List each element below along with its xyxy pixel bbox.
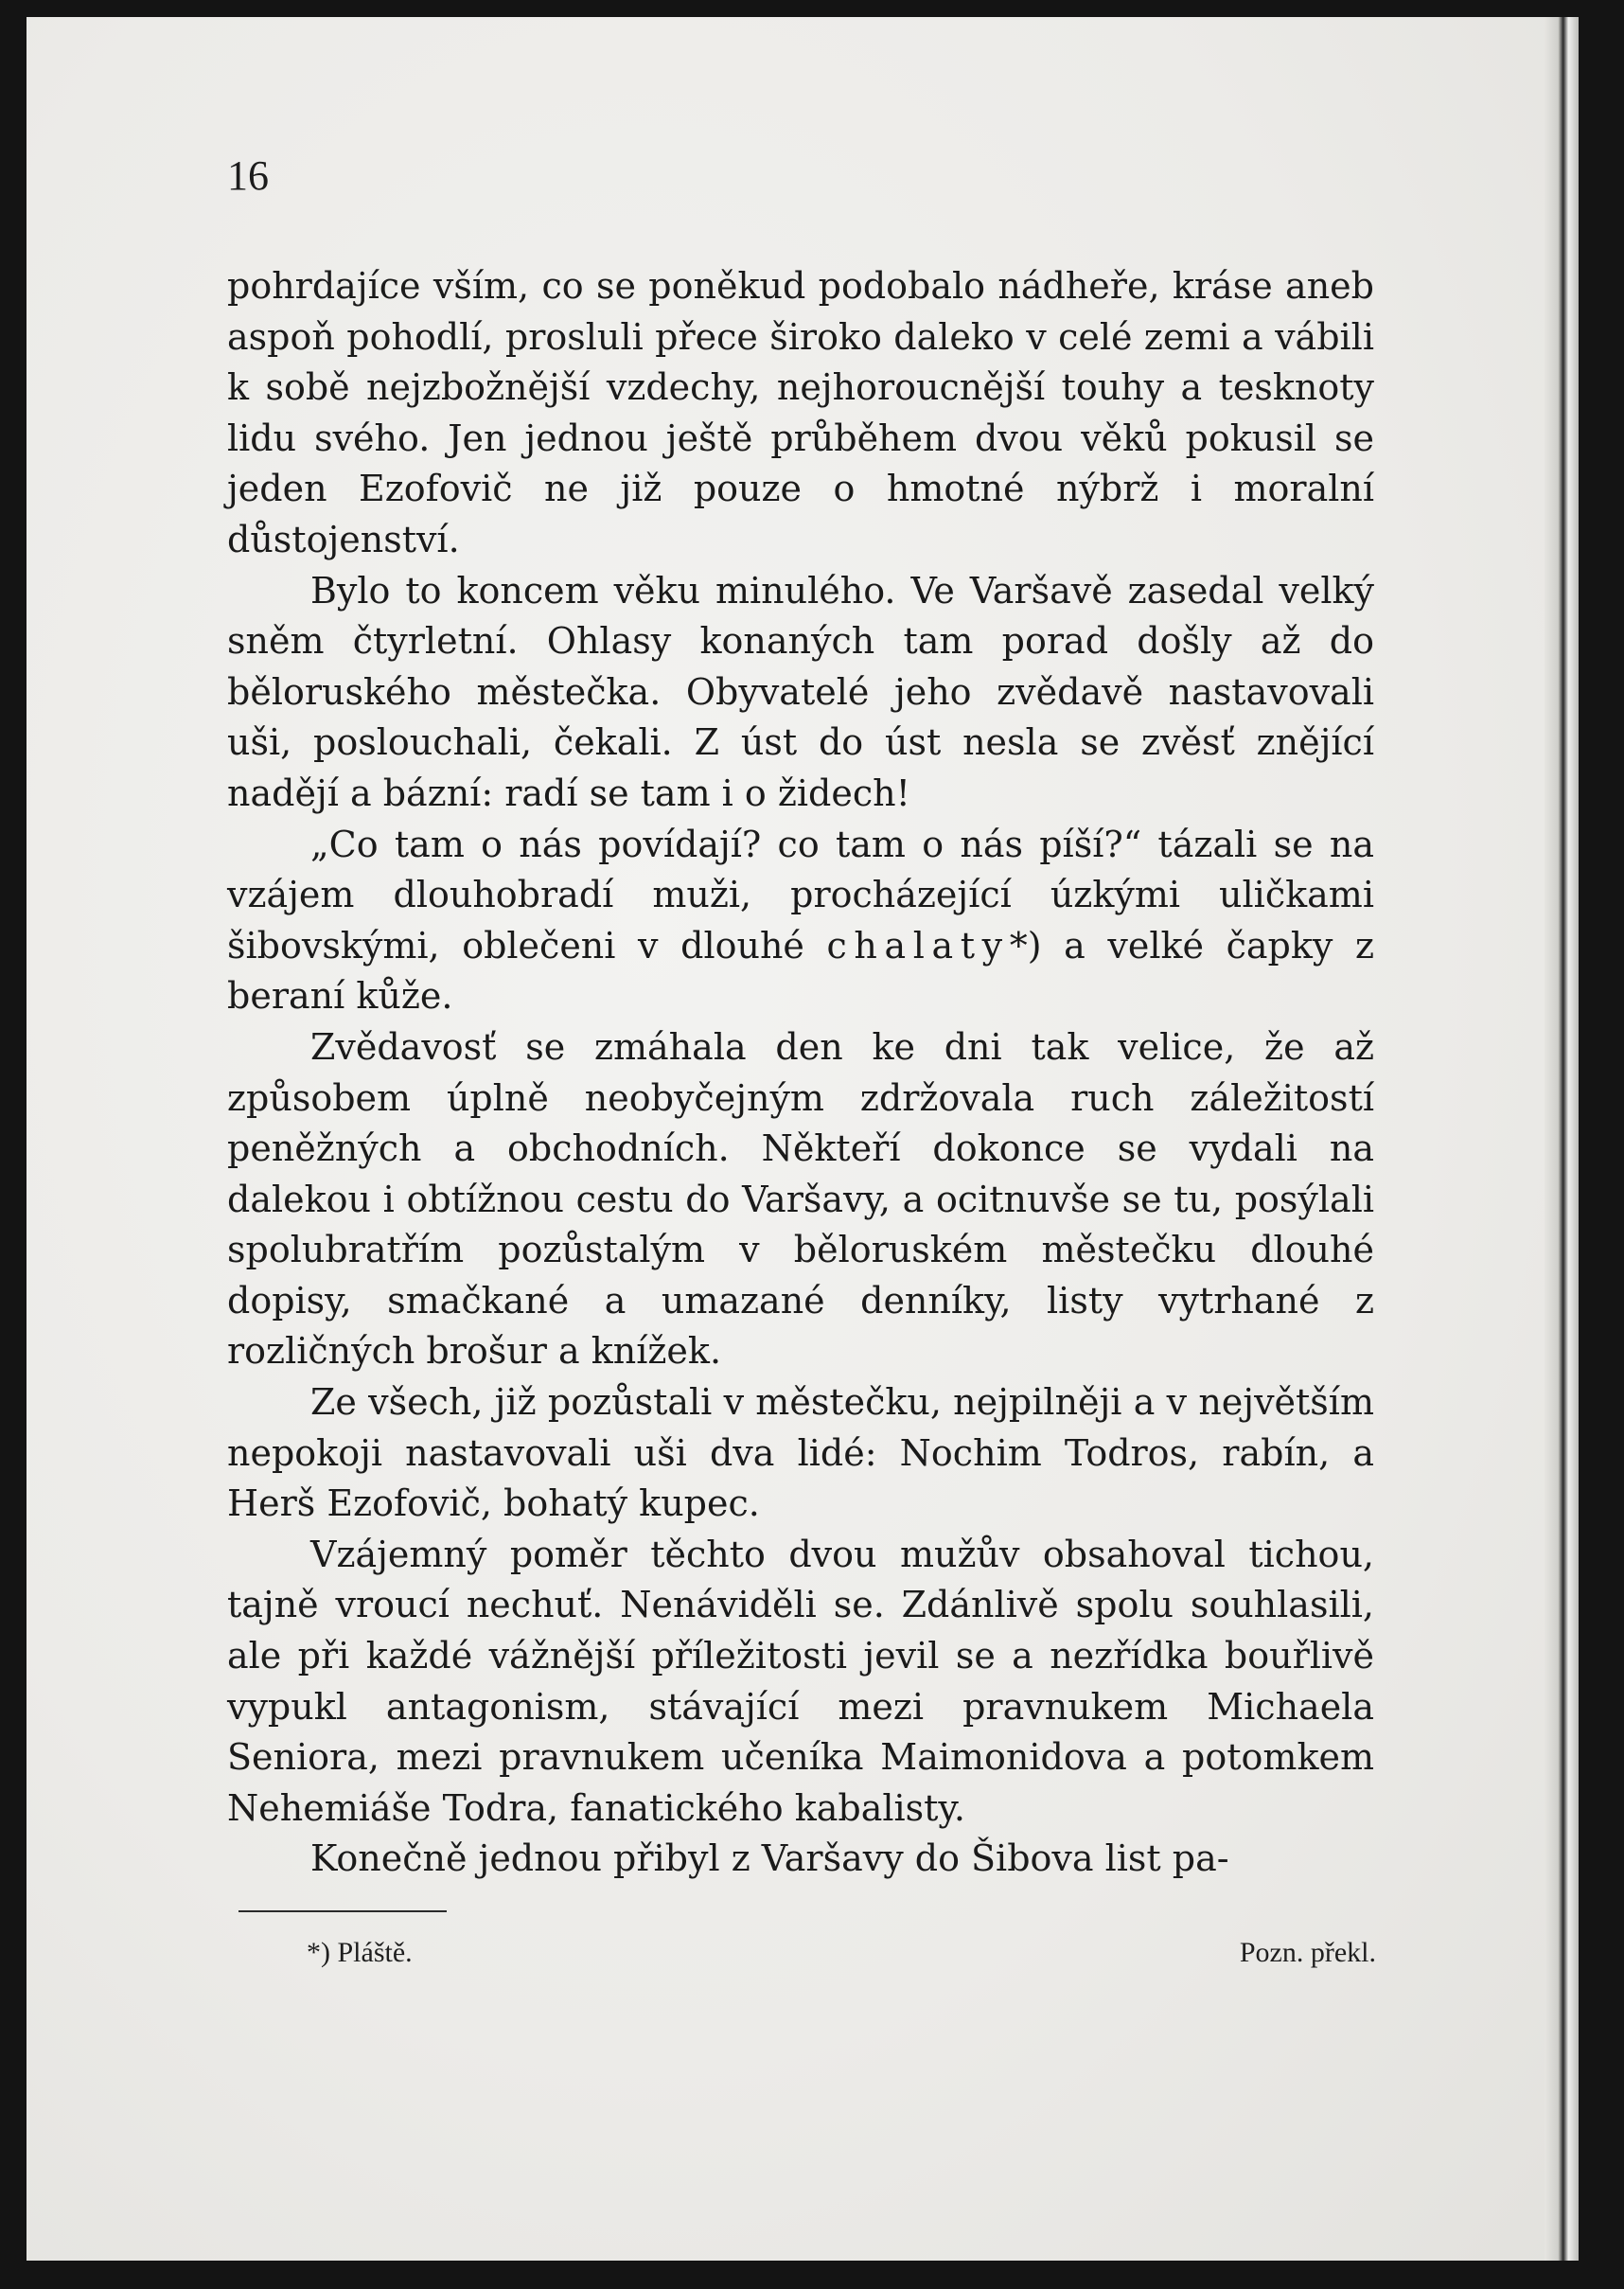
paragraph-3	[227, 820, 1374, 1022]
page-edge	[1545, 17, 1579, 2261]
paragraph-7: Konečně jednou přibyl z Varšavy do Šibova list pa-	[310, 1837, 1229, 1880]
spaced-word-chalaty: chalaty	[826, 924, 1010, 967]
paragraph-1: pohrdajíce vším, co se poněkud podobalo nádheře, kráse aneb aspoň pohodlí, prosluli přece široko daleko v celé zemi a vábili k sobě nejzbožnější vzdechy, nejhoroucnější touhy a tesknoty lidu svého. Jen jednou ještě průběhem dvou věků pokusil se jeden Ezofovič ne již pouze o hmotné nýbrž i moralní důstojenství.	[227, 265, 1374, 560]
paragraph-2: Bylo to koncem věku minulého. Ve Varšavě zasedal velký sněm čtyrletní. Ohlasy konaných tam porad došly až do běloruského městečka. Obyvatelé jeho zvědavě nastavovali uši, poslouchali, čekali. Z úst do úst nesla se zvěsť znějící nadějí a bázní: radí se tam i o židech!	[227, 569, 1374, 814]
footnote: *) Pláště.	[307, 1937, 413, 1968]
body-text	[227, 261, 1374, 1885]
footnote-rule	[238, 1910, 447, 1912]
paragraph-5: Ze všech, již pozůstali v městečku, nejpilněji a v největším nepokoji nastavovali uši dva lidé: Nochim Todros, rabín, a Herš Ezofovič, bohatý kupec.	[227, 1381, 1374, 1525]
page-number: 16	[227, 152, 269, 199]
paragraph-3-text-after: *) a velké čapky z beraní kůže.	[227, 924, 1374, 1018]
paragraph-6: Vzájemný poměr těchto dvou mužův obsahoval tichou, tajně vroucí nechuť. Nenáviděli se. Zdánlivě spolu souhlasili, ale při každé vážnější příležitosti jevil se a nezřídka bouřlivě vypukl antagonism, stávající mezi pravnukem Michaela Seniora, mezi pravnukem učeníka Maimonidova a potomkem Nehemiáše Todra, fanatického kabalisty.	[227, 1533, 1374, 1829]
footnote-credit: Pozn. překl.	[1239, 1937, 1376, 1968]
paragraph-3-text-before: „Co tam o nás povídají? co tam o nás píší?“ tázali se na vzájem dlouhobradí muži, procházející úzkými uličkami šibovskými, oblečeni v dlouhé	[227, 823, 1374, 967]
paragraph-4: Zvědavosť se zmáhala den ke dni tak velice, že až způsobem úplně neobyčejným zdržovala ruch záležitostí peněžných a obchodních. Někteří dokonce se vydali na dalekou i obtížnou cestu do Varšavy, a ocitnuvše se tu, posýlali spolubratřím pozůstalým v běloruském městečku dlouhé dopisy, smačkané a umazané denníky, listy vytrhané z rozličných brošur a knížek.	[227, 1025, 1374, 1373]
